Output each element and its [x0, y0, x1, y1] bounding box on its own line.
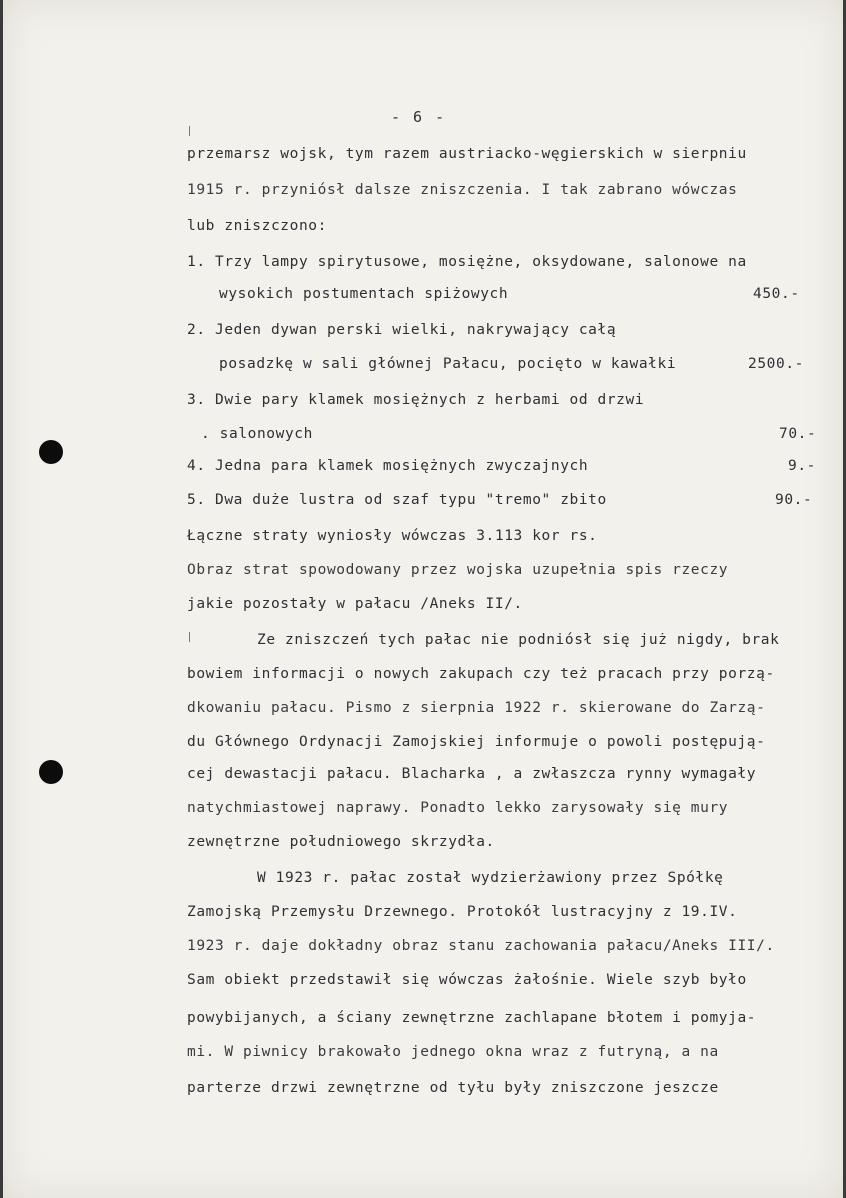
amount-1: 450.- — [753, 286, 800, 302]
text-line: lub zniszczono: — [187, 218, 327, 234]
text-line: powybijanych, a ściany zewnętrzne zachlapane błotem i pomyja- — [187, 1010, 757, 1026]
list-item-5: 5. Dwa duże lustra od szaf typu "tremo" zbito — [187, 492, 607, 508]
list-item-1: 1. Trzy lampy spirytusowe, mosiężne, oksydowane, salonowe na — [187, 254, 747, 270]
text-line: jakie pozostały w pałacu /Aneks II/. — [187, 596, 523, 612]
paragraph-start: Ze zniszczeń tych pałac nie podniósł się już nigdy, brak — [257, 632, 780, 648]
punch-hole-bottom — [39, 760, 63, 784]
list-item-4: 4. Jedna para klamek mosiężnych zwyczajnych — [187, 458, 589, 474]
text-line: natychmiastowej naprawy. Ponadto lekko zarysowały się mury — [187, 800, 729, 816]
text-line: dkowaniu pałacu. Pismo z sierpnia 1922 r. skierowane do Zarzą- — [187, 700, 766, 716]
text-line: bowiem informacji o nowych zakupach czy też pracach przy porzą- — [187, 666, 775, 682]
amount-5: 90.- — [775, 492, 813, 508]
paragraph-start: W 1923 r. pałac został wydzierżawiony przez Spółkę — [257, 870, 724, 886]
text-line: Sam obiekt przedstawił się wówczas żałośnie. Wiele szyb było — [187, 972, 747, 988]
list-item-3: 3. Dwie pary klamek mosiężnych z herbami od drzwi — [187, 392, 645, 408]
text-line: du Głównego Ordynacji Zamojskiej informuje o powoli postępują- — [187, 734, 766, 750]
text-line: przemarsz wojsk, tym razem austriacko-węgierskich w sierpniu — [187, 146, 747, 162]
amount-4: 9.- — [788, 458, 816, 474]
text-line: 1923 r. daje dokładny obraz stanu zachowania pałacu/Aneks III/. — [187, 938, 775, 954]
list-item-3-cont: . salonowych — [201, 426, 313, 442]
text-line: zewnętrzne południowego skrzydła. — [187, 834, 495, 850]
punch-hole-top — [39, 440, 63, 464]
text-line: Zamojską Przemysłu Drzewnego. Protokół lustracyjny z 19.IV. — [187, 904, 738, 920]
amount-3: 70.- — [779, 426, 817, 442]
page-number: - 6 - — [391, 108, 447, 126]
document-page — [3, 0, 843, 1198]
text-line: mi. W piwnicy brakowało jednego okna wraz z futryną, a na — [187, 1044, 719, 1060]
list-item-2-cont: posadzkę w sali głównej Pałacu, pocięto w kawałki — [219, 356, 677, 372]
list-item-2: 2. Jeden dywan perski wielki, nakrywający całą — [187, 322, 617, 338]
pencil-mark — [189, 126, 190, 136]
text-line: Łączne straty wyniosły wówczas 3.113 kor rs. — [187, 528, 598, 544]
text-line: cej dewastacji pałacu. Blacharka , a zwłaszcza rynny wymagały — [187, 766, 757, 782]
text-line: Obraz strat spowodowany przez wojska uzupełnia spis rzeczy — [187, 562, 729, 578]
text-line: parterze drzwi zewnętrzne od tyłu były zniszczone jeszcze — [187, 1080, 719, 1096]
list-item-1-cont: wysokich postumentach spiżowych — [219, 286, 509, 302]
text-line: 1915 r. przyniósł dalsze zniszczenia. I tak zabrano wówczas — [187, 182, 738, 198]
amount-2: 2500.- — [748, 356, 804, 372]
pencil-mark — [189, 632, 190, 642]
